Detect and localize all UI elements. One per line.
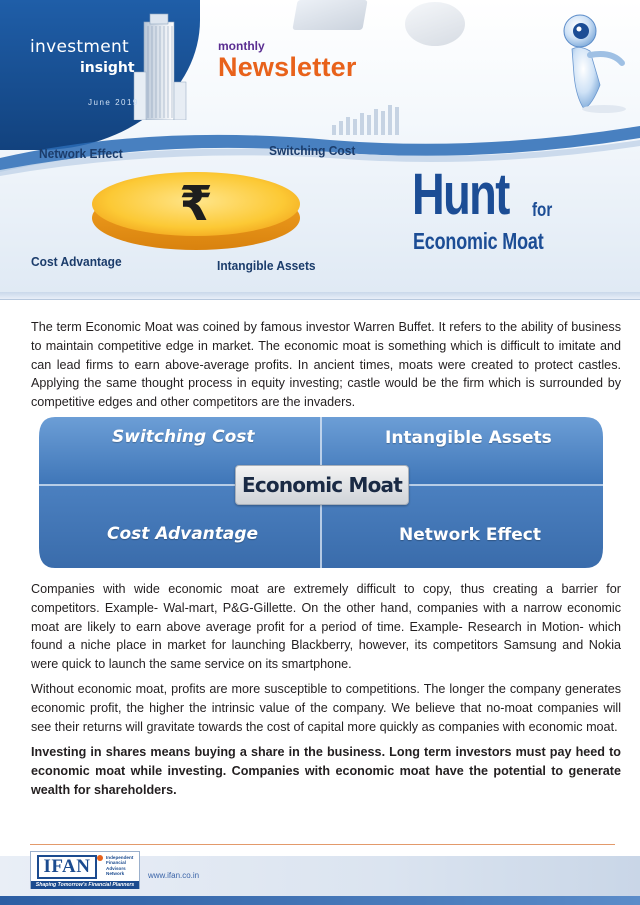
logo-tagline: Shaping Tomorrow's Financial Planners bbox=[31, 881, 139, 889]
diagram-network-effect: Network Effect bbox=[399, 525, 541, 545]
brand-name-line2: insight bbox=[80, 60, 135, 76]
banner-label-network-effect: Network Effect bbox=[39, 146, 123, 161]
article-conclusion: Investing in shares means buying a share in the business. Long term investors must pay heed to economic moat while investing. Companies with economic moat have the potential to generate wealth for shareholders. bbox=[31, 745, 621, 797]
banner-label-cost-advantage: Cost Advantage bbox=[31, 254, 122, 269]
diagram-switching-cost: Switching Cost bbox=[112, 427, 255, 447]
rupee-coin-illustration bbox=[86, 160, 306, 255]
header-divider bbox=[0, 292, 640, 300]
banner-label-switching-cost: Switching Cost bbox=[269, 143, 356, 158]
mouse-decoration bbox=[405, 2, 465, 46]
diagram-economic-moat: Economic Moat bbox=[241, 473, 403, 497]
footer-divider bbox=[30, 844, 615, 845]
article-paragraph-3: Without economic moat, profits are more susceptible to competitions. The longer the company generates economic profit, the higher the intrinsic value of the company. We believe that no-moat companies will see their returns will gravitate towards the cost of capital more quickly as companies with economic moat. bbox=[31, 682, 621, 734]
economic-moat-diagram bbox=[37, 415, 605, 570]
brand-name-line1: investment bbox=[30, 37, 129, 57]
logo-mark-icon bbox=[97, 855, 103, 861]
footer-bottom-bar bbox=[0, 896, 640, 905]
newsletter-title: Newsletter bbox=[218, 52, 357, 82]
article-title-economic-moat: Economic Moat bbox=[413, 228, 544, 254]
robot-mascot-illustration bbox=[560, 5, 630, 115]
logo-name: IFAN bbox=[37, 855, 97, 879]
diagram-cost-advantage: Cost Advantage bbox=[107, 524, 259, 544]
issue-date: June 2019 bbox=[88, 98, 139, 107]
article-paragraph-2: Companies with wide economic moat are extremely difficult to copy, thus creating a barrier for competitors. Example- Wal-mart, P&G-Gillette. On the other hand, companies with a narrow economic moat are likely to earn above average profit for a period of time. Example- Research in Motion- which found a niche place in market for launching Blackberry, however, its competitors Samsung and Nokia were quick to launch the same service on its smartphone. bbox=[31, 582, 621, 672]
newsletter-header bbox=[0, 0, 640, 300]
diagram-intangible-assets: Intangible Assets bbox=[385, 428, 552, 448]
rupee-symbol: ₹ bbox=[179, 176, 213, 232]
ifan-logo bbox=[30, 851, 140, 889]
calculator-decoration bbox=[292, 0, 367, 30]
article-paragraph-1: The term Economic Moat was coined by famous investor Warren Buffet. It refers to the ability of business to maintain competitive edge in market. The economic moat is something which is difficult to imitate and can lead firms to earn above-average profits. In ancient times, moats were created to protect castles. Applying the same thought process in equity investing; castle would be the firm which is surrounded by competitive edges and other competitors are the invaders. bbox=[31, 320, 621, 410]
monthly-label: monthly bbox=[218, 39, 265, 53]
website-link[interactable]: www.ifan.co.in bbox=[148, 871, 200, 880]
stock-exchange-building-illustration bbox=[130, 12, 190, 120]
article-title-for: for bbox=[532, 200, 553, 221]
logo-description: Independent Financial Advisors Network bbox=[106, 855, 134, 877]
diagram-center-box bbox=[235, 465, 409, 505]
banner-label-intangible-assets: Intangible Assets bbox=[217, 258, 316, 273]
article-title-hunt: Hunt bbox=[412, 162, 509, 227]
